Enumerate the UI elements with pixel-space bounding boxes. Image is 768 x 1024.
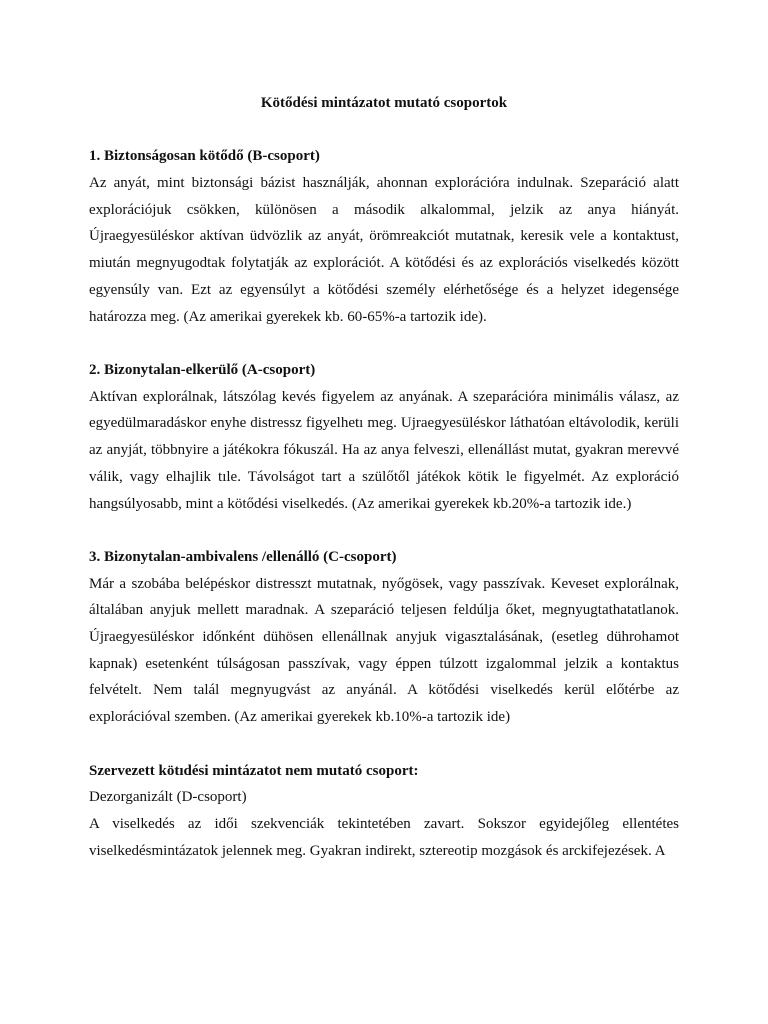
spacer	[89, 117, 679, 144]
spacer	[89, 517, 679, 544]
final-section-heading: Szervezett kötıdési mintázatot nem mutató csoport:	[89, 762, 419, 779]
section-1-heading: 1. Biztonságosan kötődő (B-csoport)	[89, 148, 320, 165]
document-body	[89, 90, 679, 864]
section-2-heading: 2. Bizonytalan-elkerülő (A-csoport)	[89, 361, 316, 378]
final-section-text: A viselkedés az idői szekvenciák tekintetében zavart. Sokszor egyidejőleg ellentétes viselkedésmintázatok jelennek meg. Gyakran indirekt, sztereotip mozgások és arckifejezések. A	[89, 815, 679, 859]
final-section-subheading: Dezorganizált (D-csoport)	[89, 789, 247, 806]
section-1-text: Az anyát, mint biztonsági bázist használják, ahonnan explorációra indulnak. Szeparáció alatt explorációjuk csökken, különösen a második alkalommal, jelzik az anya hiányát. Újraegyesüléskor aktívan üdvözlik az anyát, örömreakciót mutatnak, keresik vele a kontaktust, miután megnyugodtak folytatják az explorációt. A kötődési és az explorációs viselkedés között egyensúly van. Ezt az egyensúlyt a kötődési személy elérhetősége és a helyzet idegensége határozza meg. (Az amerikai gyerekek kb. 60-65%-a tartozik ide).	[89, 175, 679, 325]
section-3-heading: 3. Bizonytalan-ambivalens /ellenálló (C-csoport)	[89, 548, 397, 565]
section-2-text: Aktívan explorálnak, látszólag kevés figyelem az anyának. A szeparációra minimális válasz, az egyedülmaradáskor enyhe distressz figyelhetı meg. Ujraegyesüléskor láthatóan eltávolodik, kerüli az anyját, többnyire a játékokra fókuszál. Ha az anya felveszi, ellenállást mutat, gyakran merevvé válik, vagy elhajlik tıle. Távolságot tart a szülőtől játékok kötik le figyelmét. Az exploráció hangsúlyosabb, mint a kötődési viselkedés. (Az amerikai gyerekek kb.20%-a tartozik ide.)	[89, 388, 679, 512]
document-title: Kötődési mintázatot mutató csoportok	[260, 95, 508, 111]
section-3-text: Már a szobába belépéskor distresszt mutatnak, nyőgösek, vagy passzívak. Keveset explorálnak, általában anyjuk mellett maradnak. A szeparáció teljesen feldúlja őket, megnyugtathatatlanok. Újraegyesüléskor időnként dühösen ellenállnak anyjuk vigasztalásának, (esetleg dührohamot kapnak) esetenként túlságosan passzívak, vagy éppen túlzott izgalommal jelzik a kontaktus felvételt. Nem talál megnyugvást az anyánál. A kötődési viselkedés kerül előtérbe az explorációval szemben. (Az amerikai gyerekek kb.10%-a tartozik ide)	[89, 575, 679, 726]
spacer	[89, 731, 679, 758]
spacer	[89, 330, 679, 357]
